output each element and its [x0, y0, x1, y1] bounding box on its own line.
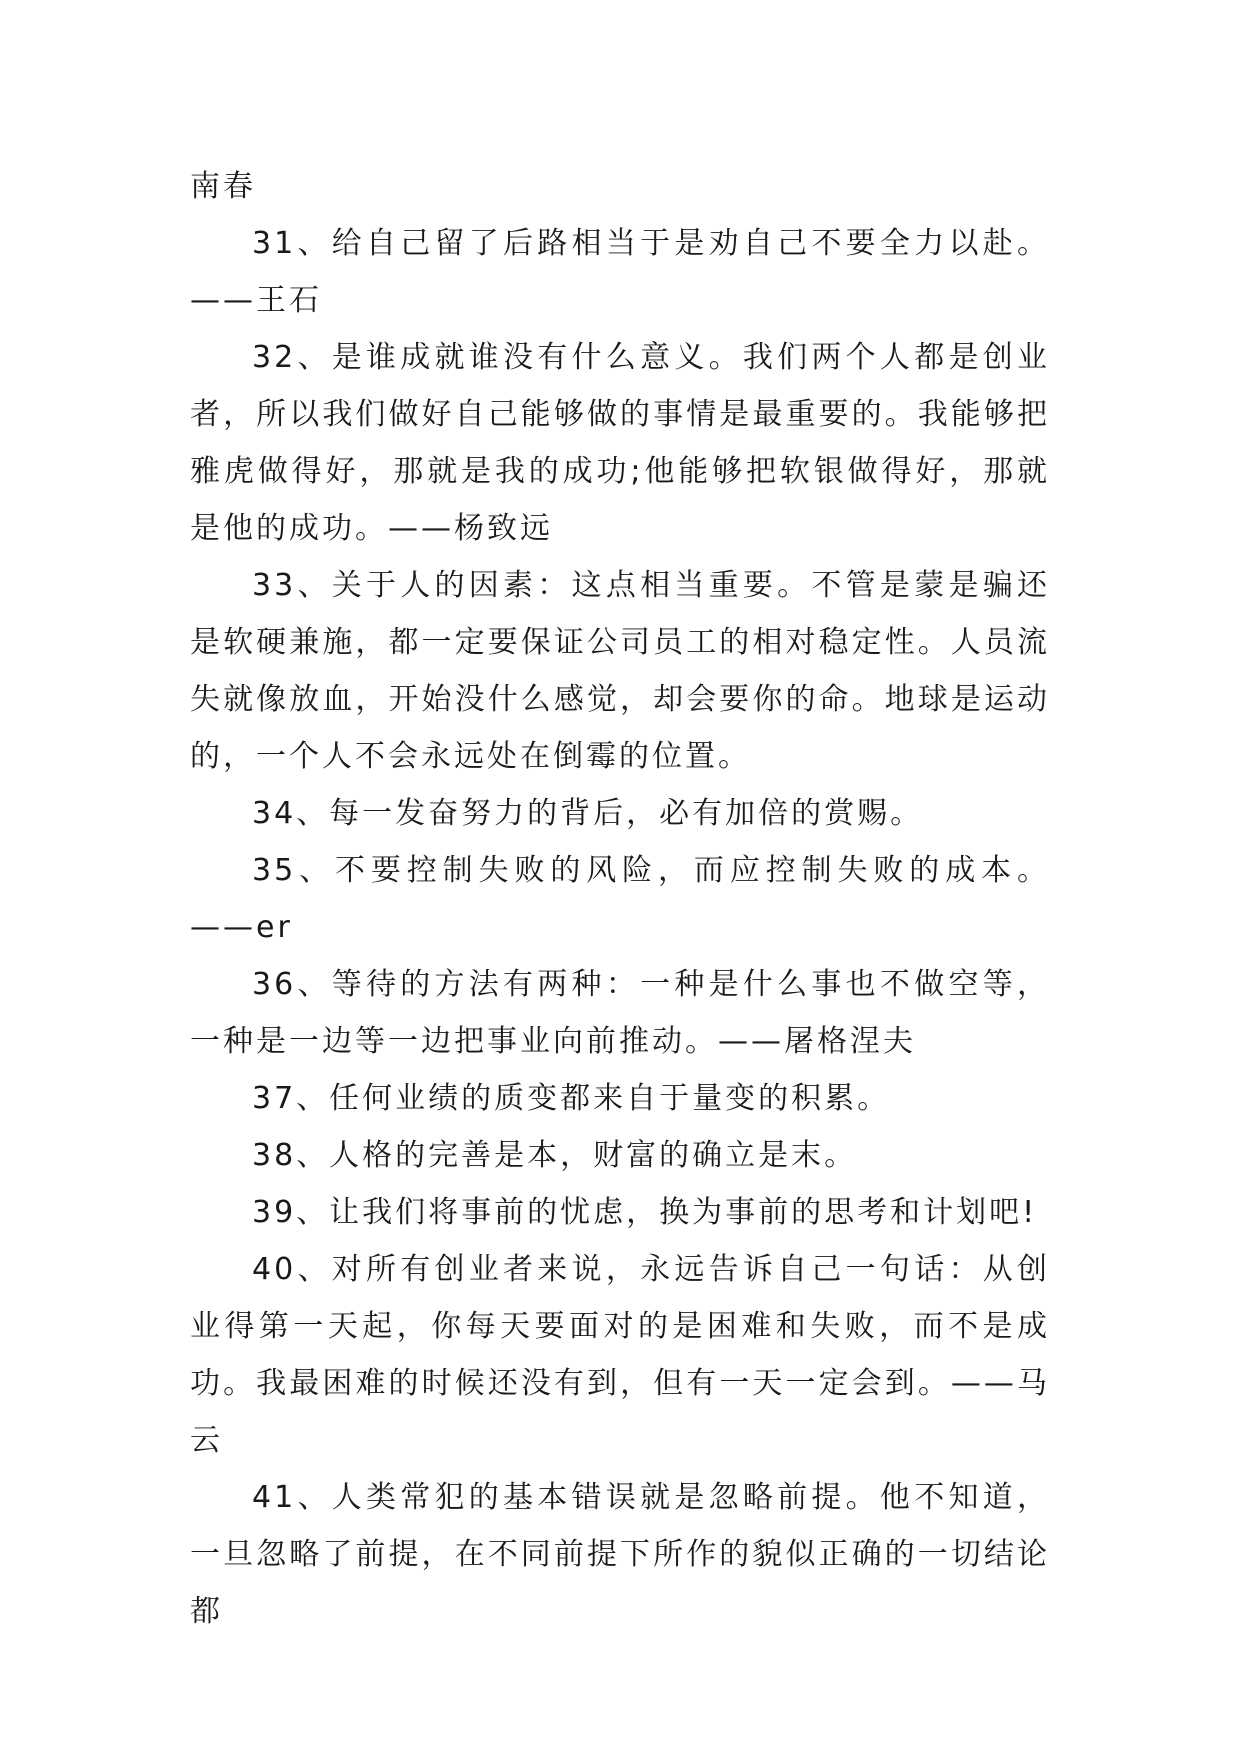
quote-paragraph-35: 35、不要控制失败的风险，而应控制失败的成本。——er: [190, 853, 1050, 945]
quote-paragraph-33: 33、关于人的因素：这点相当重要。不管是蒙是骗还是软硬兼施，都一定要保证公司员工的相对稳定性。人员流失就像放血，开始没什么感觉，却会要你的命。地球是运动的，一个人不会永远处在倒霉的位置。: [190, 568, 1050, 774]
quote-paragraph-32: 32、是谁成就谁没有什么意义。我们两个人都是创业者，所以我们做好自己能够做的事情是最重要的。我能够把雅虎做得好，那就是我的成功;他能够把软银做得好，那就是他的成功。——杨致远: [190, 340, 1050, 546]
document-body: [190, 158, 1050, 1640]
quote-paragraph-40: 40、对所有创业者来说，永远告诉自己一句话：从创业得第一天起，你每天要面对的是困难和失败，而不是成功。我最困难的时候还没有到，但有一天一定会到。——马云: [190, 1252, 1050, 1458]
quote-paragraph-31: 31、给自己留了后路相当于是劝自己不要全力以赴。——王石: [190, 226, 1050, 318]
quote-paragraph-37: 37、任何业绩的质变都来自于量变的积累。: [252, 1081, 891, 1116]
paragraph-continuation: 南春: [190, 169, 256, 204]
quote-paragraph-36: 36、等待的方法有两种：一种是什么事也不做空等，一种是一边等一边把事业向前推动。——屠格涅夫: [190, 967, 1050, 1059]
quote-paragraph-39: 39、让我们将事前的忧虑，换为事前的思考和计划吧!: [252, 1195, 1038, 1230]
quote-paragraph-38: 38、人格的完善是本，财富的确立是末。: [252, 1138, 858, 1173]
quote-paragraph-41: 41、人类常犯的基本错误就是忽略前提。他不知道，一旦忽略了前提，在不同前提下所作的貌似正确的一切结论都: [190, 1480, 1050, 1629]
quote-paragraph-34: 34、每一发奋努力的背后，必有加倍的赏赐。: [252, 796, 924, 831]
